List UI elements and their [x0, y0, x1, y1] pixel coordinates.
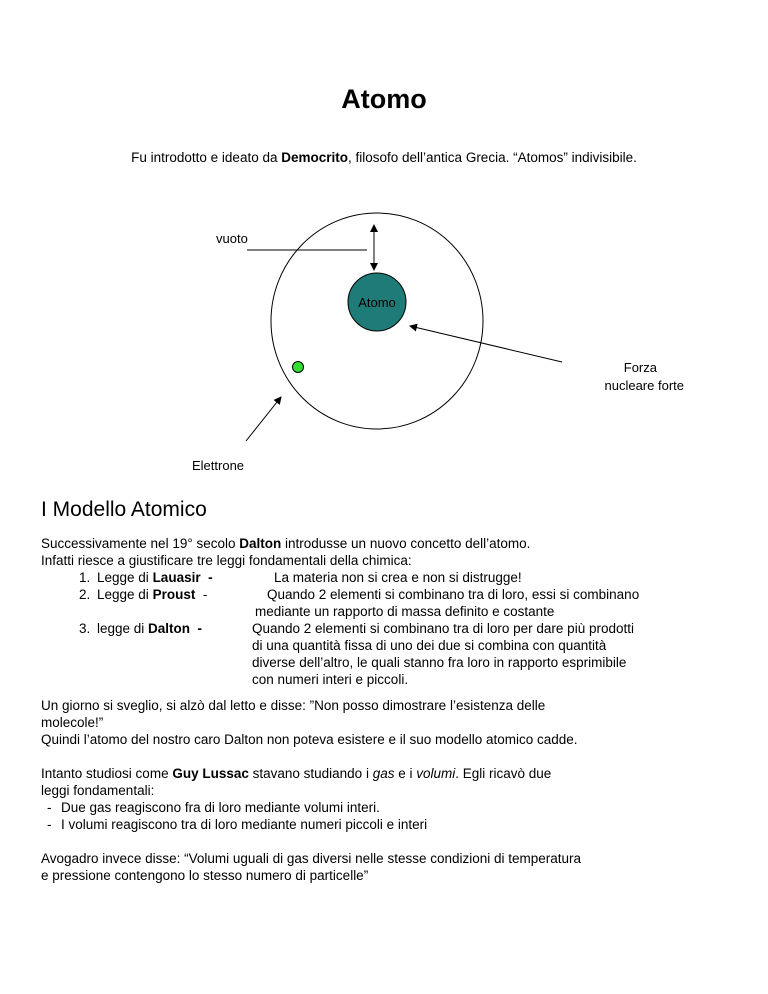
molecole-line-2: molecole!” [41, 715, 104, 730]
law-continuation [41, 671, 731, 688]
law-bold-name: Dalton [148, 621, 191, 636]
law-number: 3. [79, 621, 91, 636]
paragraph-avogadro [41, 850, 731, 884]
paragraph-molecole [41, 697, 731, 748]
dalton-name: Dalton [239, 536, 282, 551]
list-dash: - [47, 817, 52, 832]
dalton-l1-after: introdusse un nuovo concetto dell’atomo. [281, 536, 531, 551]
lussac-l1-after: . Egli ricavò due [455, 766, 552, 781]
label-elettrone: Elettrone [192, 458, 245, 473]
atom-diagram [0, 200, 768, 490]
molecole-line-1: Un giorno si sveglio, si alzò dal letto e disse: ”Non posso dimostrare l’esistenza delle [41, 698, 546, 713]
dalton-l1-before: Successivamente nel 19° secolo [41, 536, 240, 551]
avogadro-line-1: Avogadro invece disse: “Volumi uguali di gas diversi nelle stesse condizioni di temperatura [41, 851, 582, 866]
lussac-line-2: leggi fondamentali: [41, 783, 155, 798]
law-number: 1. [79, 570, 91, 585]
lussac-gas: gas [372, 766, 395, 781]
dalton-line-2: Infatti riesce a giustificare tre leggi fondamentali della chimica: [41, 553, 412, 568]
label-atomo: Atomo [358, 295, 396, 310]
lussac-l1-mid: stavano studiando i [248, 766, 373, 781]
law-continuation [41, 603, 731, 620]
law-item-1 [41, 569, 731, 586]
law-desc-line: Quando 2 elementi si combinano tra di loro per dare più prodotti [252, 621, 634, 636]
molecole-line-3: Quindi l’atomo del nostro caro Dalton non poteva esistere e il suo modello atomico cadde. [41, 732, 578, 747]
law-title [97, 620, 210, 637]
paragraph-dalton-intro [41, 535, 731, 688]
law-desc-line: diverse dell’altro, le quali stanno fra loro in rapporto esprimibile [252, 655, 627, 670]
law-continuation [41, 654, 731, 671]
law-separator: - [195, 587, 215, 602]
list-dash: - [47, 800, 52, 815]
intro-paragraph [0, 150, 768, 165]
law-desc-line: Quando 2 elementi si combinano tra di loro, essi si combinano [267, 587, 640, 602]
law-item-3 [41, 620, 731, 637]
law-separator: - [190, 621, 210, 636]
law-continuation [41, 637, 731, 654]
list-item-text: I volumi reagiscono tra di loro mediante numeri piccoli e interi [61, 817, 428, 832]
law-prefix: legge di [97, 621, 149, 636]
label-forza-line1: Forza [623, 360, 657, 375]
lussac-volumi: volumi [416, 766, 456, 781]
lussac-name: Guy Lussac [172, 766, 249, 781]
law-number: 2. [79, 587, 91, 602]
law-bold-name: Proust [152, 587, 196, 602]
law-title [97, 569, 220, 586]
law-prefix: Legge di [97, 570, 153, 585]
lussac-l1-mid2: e i [394, 766, 417, 781]
label-forza-line2: nucleare forte [604, 378, 684, 393]
law-desc-line: mediante un rapporto di massa definito e costante [255, 604, 555, 619]
elettrone-arrow [246, 397, 281, 441]
law-desc-line: La materia non si crea e non si distrugge! [274, 570, 522, 585]
list-item [41, 816, 731, 833]
law-title [97, 586, 215, 603]
paragraph-guy-lussac [41, 765, 731, 833]
lussac-l1-before: Intanto studiosi come [41, 766, 173, 781]
law-prefix: Legge di [97, 587, 153, 602]
law-desc-line: di una quantità fissa di uno dei due si combina con quantità [252, 638, 607, 653]
electron-circle [293, 362, 304, 373]
intro-democrito: Democrito [281, 150, 348, 165]
law-separator: - [200, 570, 221, 585]
dalton-line-1 [41, 535, 731, 552]
label-vuoto: vuoto [216, 231, 248, 246]
intro-text-after: , filosofo dell’antica Grecia. “Atomos” indivisibile. [348, 150, 637, 165]
forza-arrow [410, 326, 562, 362]
law-bold-name: Lauasir [152, 570, 201, 585]
page-title: Atomo [341, 84, 427, 114]
list-item-text: Due gas reagiscono fra di loro mediante volumi interi. [61, 800, 380, 815]
list-item [41, 799, 731, 816]
law-desc-line: con numeri interi e piccoli. [252, 672, 409, 687]
law-item-2 [41, 586, 731, 603]
avogadro-line-2: e pressione contengono lo stesso numero di particelle” [41, 868, 369, 883]
section-title: I Modello Atomico [41, 498, 207, 521]
lussac-line-1 [41, 765, 731, 782]
intro-text-before: Fu introdotto e ideato da [131, 150, 282, 165]
